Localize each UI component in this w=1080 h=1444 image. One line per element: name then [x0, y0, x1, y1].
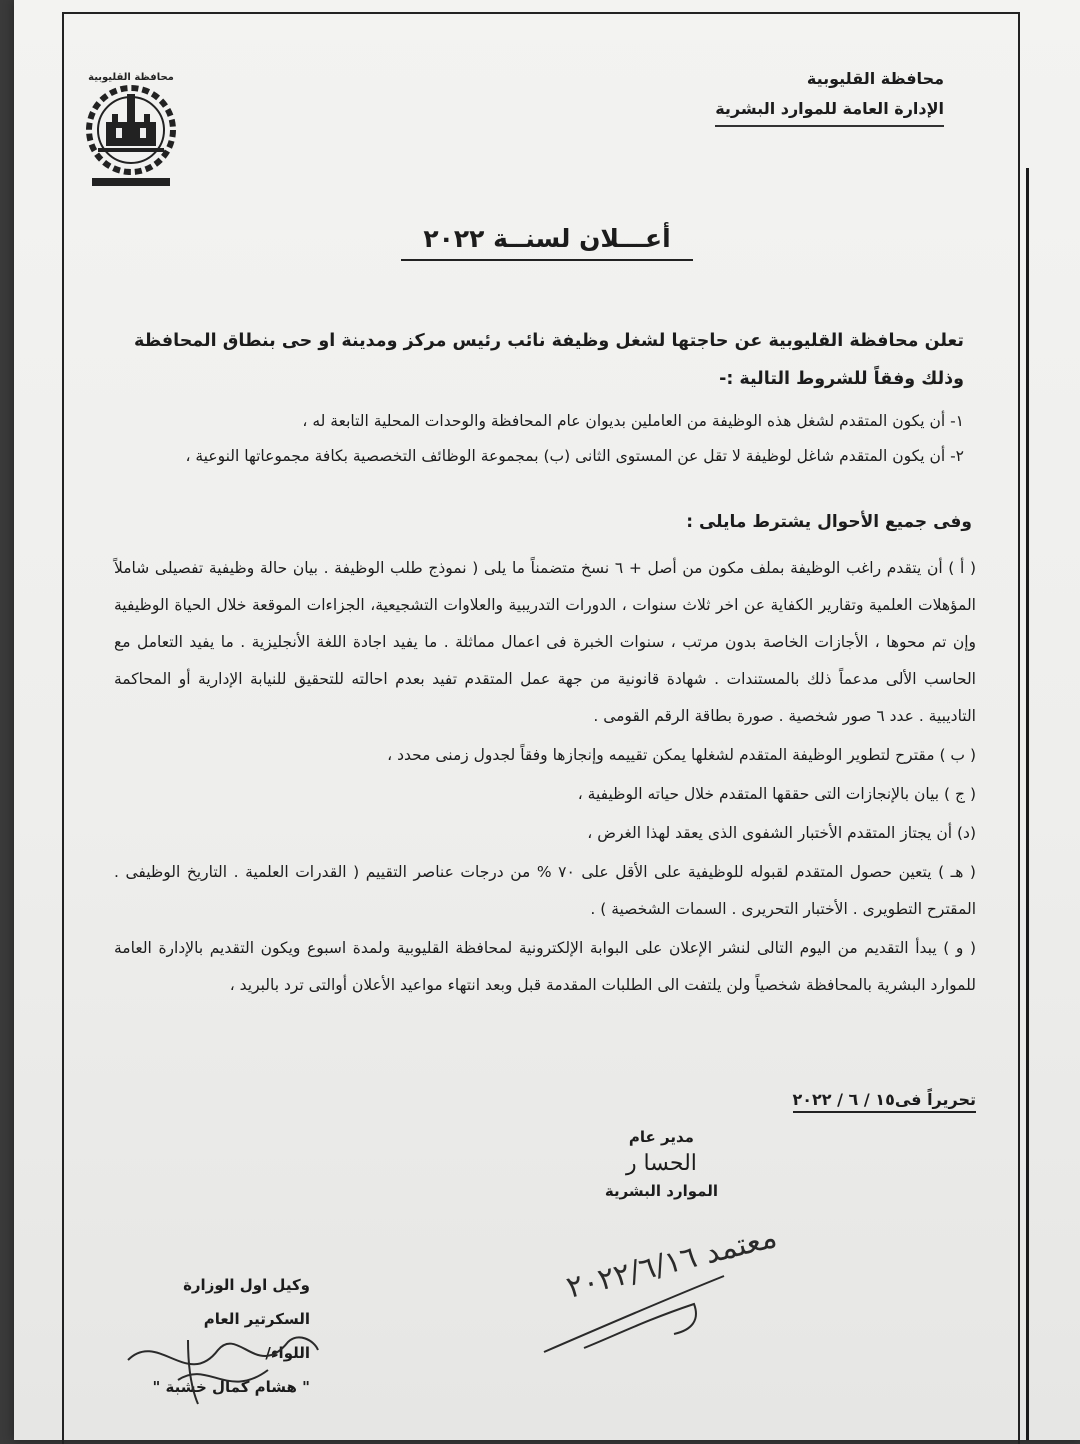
- department-name: الإدارة العامة للموارد البشرية: [715, 94, 944, 127]
- director-signature: الحسا ر: [625, 1151, 697, 1176]
- requirement-item: ( و ) يبدأ التقديم من اليوم التالى لنشر الإعلان على البوابة الإلكترونية لمحافظة القليوبية ولمدة اسبوع ويكون التقديم بالإدارة العامة للموارد البشرية بالمحافظة شخصياً ولن يلتفت الى الطلبات المقدمة قبل وبعد انتهاء مواعيد الأعلان أوالتى ترد بالبريد ،: [114, 939, 976, 994]
- undersecretary-signature-block: [152, 1268, 310, 1404]
- requirement-item: (د) أن يجتاز المتقدم الأختبار الشفوى الذى يعقد لهذا الغرض ،: [587, 824, 976, 842]
- director-signature-block: [605, 1124, 718, 1204]
- approval-handwriting: [524, 1219, 781, 1380]
- requirement-item: ( هـ ) يتعين حصول المتقدم لقبوله للوظيفية على الأقل على ٧٠ % من درجات عناصر التقييم ( القدرات العلمية . التاريخ الوظيفى . المقترح التطويرى . الأختبار التحريرى . السمات الشخصية ) .: [114, 863, 976, 918]
- logo-seal-text: محافظة القليوبية: [88, 72, 174, 83]
- issue-date: تحريراً فى١٥ / ٦ / ٢٠٢٢: [793, 1090, 977, 1113]
- director-title: مدير عام: [628, 1128, 694, 1146]
- qalyubia-governorate-seal-icon: [72, 64, 190, 190]
- intro-paragraph: تعلن محافظة القليوبية عن حاجتها لشغل وظيفة نائب رئيس مركز ومدينة او حى بنطاق المحافظة وذلك وفقاً للشروط التالية :-: [134, 331, 964, 389]
- condition-item: ٢- أن يكون المتقدم شاغل لوظيفة لا تقل عن المستوى الثانى (ب) بمجموعة الوظائف التخصصية بكافة مجموعاتها النوعية ،: [185, 447, 964, 465]
- handwritten-approval-note: معتمد ٢٠٢٢/٦/١٦: [563, 1219, 781, 1306]
- requirement-item: ( ج ) بيان بالإنجازات التى حققها المتقدم خلال حياته الوظيفية ،: [577, 785, 976, 803]
- undersecretary-title: وكيل اول الوزارة: [183, 1276, 310, 1294]
- general-requirements-heading: وفى جميع الأحوال يشترط مايلى :: [686, 512, 972, 532]
- announcement-title: أعـــلان لسنــة ٢٠٢٢: [401, 224, 692, 261]
- governorate-name: محافظة القليوبية: [806, 69, 944, 88]
- requirements-list: [114, 550, 976, 1006]
- conditions-list: [130, 404, 964, 474]
- secretary-general-title: السكرتير العام: [203, 1310, 310, 1328]
- letterhead: [715, 64, 944, 127]
- requirement-item: ( ب ) مقترح لتطوير الوظيفة المتقدم لشغلها يمكن تقييمه وإنجازها وفقاً لجدول زمنى محدد ،: [387, 746, 976, 764]
- condition-item: ١- أن يكون المتقدم لشغل هذه الوظيفة من العاملين بديوان عام المحافظة والوحدات المحلية التابعة له ،: [302, 412, 964, 430]
- requirement-item: ( أ ) أن يتقدم راغب الوظيفة بملف مكون من أصل + ٦ نسخ متضمناً ما يلى ( نموذج طلب الوظيفة . بيان حالة وظيفية تفصيلى شاملاً المؤهلات العلمية وتقارير الكفاية عن اخر ثلاث سنوات ، الدورات التدريبية والعلاوات التشجيعية، الجزاءات الموقعة خلال الحياة الوظيفية وإن تم محوها ، الأجازات الخاصة بدون مرتب ، سنوات الخبرة فى اعمال مماثلة . ما يفيد اجادة اللغة الأنجليزية . ما يفيد التعامل مع الحاسب الألى مدعماً ذلك بالمستندات . شهادة قانونية من جهة عمل المتقدم تفيد بعدم احالته للتحقيق للنيابة الإدارية أو المحاكمة التاديبية . عدد ٦ صور شخصية . صورة بطاقة الرقم القومى .: [114, 559, 976, 725]
- page-title: [14, 224, 1080, 253]
- signatory-name: " هشام كمال خشبة ": [152, 1378, 310, 1396]
- rank-label: اللواء/: [265, 1344, 310, 1362]
- director-department: الموارد البشرية: [604, 1182, 718, 1200]
- right-margin-line: [1026, 168, 1029, 1440]
- document-page: [14, 0, 1080, 1440]
